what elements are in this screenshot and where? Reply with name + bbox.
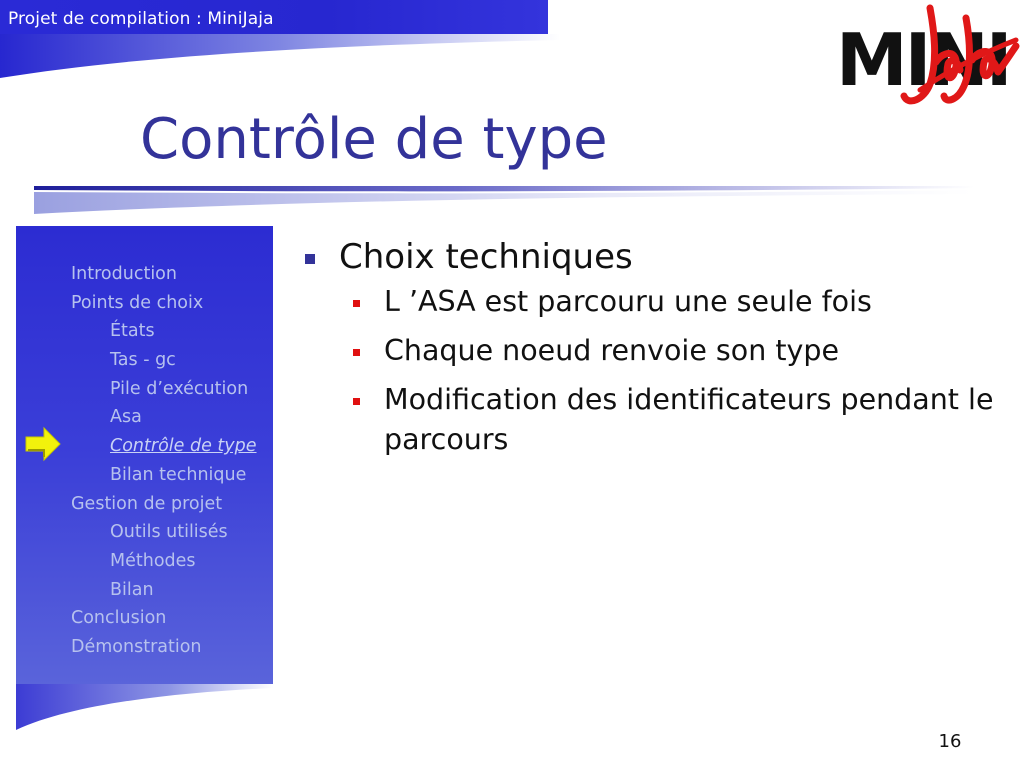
sidebar-bottom-swoosh [16,684,286,734]
header-swoosh [0,34,560,80]
sub-bullet-item [300,380,1000,460]
sidebar-item-outils-utilises[interactable]: Outils utilisés [110,522,228,543]
sidebar-item-tas-gc[interactable]: Tas - gc [110,350,176,371]
sidebar-item-etats[interactable]: États [110,321,155,342]
sidebar-item-gestion-de-projet[interactable]: Gestion de projet [71,493,223,514]
red-square-bullet-icon [353,300,360,307]
bullet-text: Choix techniques [339,237,633,277]
red-square-bullet-icon [353,398,360,405]
title-underline-swoosh [34,186,974,220]
sidebar-item-points-de-choix[interactable]: Points de choix [71,292,204,313]
bullet-choix-techniques [300,234,1000,280]
sidebar-item-demonstration[interactable]: Démonstration [71,636,202,657]
sub-bullet-list [300,282,1000,460]
header-title: Projet de compilation : MiniJaja [8,9,274,29]
sidebar-item-conclusion[interactable]: Conclusion [71,608,167,629]
sub-bullet-text: Modification des identificateurs pendant le parcours [384,383,994,456]
logo-jaja-script-icon [900,0,1020,118]
square-bullet-icon [305,254,315,264]
sidebar-item-bilan[interactable]: Bilan [110,579,154,600]
page-number: 16 [938,731,962,752]
sidebar-item-methodes[interactable]: Méthodes [110,550,196,571]
slide-title: Contrôle de type [140,107,608,172]
logo-mini-text: MINI [836,18,1010,102]
yellow-arrow-icon [24,426,62,462]
red-square-bullet-icon [353,349,360,356]
slide-content [300,234,1000,469]
sidebar-item-asa[interactable]: Asa [110,407,142,428]
sub-bullet-text: L ’ASA est parcouru une seule fois [384,285,872,318]
sidebar-item-pile-execution[interactable]: Pile d’exécution [110,378,249,399]
sub-bullet-item [300,282,1000,322]
sidebar-item-introduction[interactable]: Introduction [71,264,177,284]
sub-bullet-text: Chaque noeud renvoie son type [384,334,839,367]
sub-bullet-item [300,331,1000,371]
sidebar-item-bilan-technique[interactable]: Bilan technique [110,464,247,485]
sidebar-item-controle-de-type[interactable]: Contrôle de type [110,436,257,457]
